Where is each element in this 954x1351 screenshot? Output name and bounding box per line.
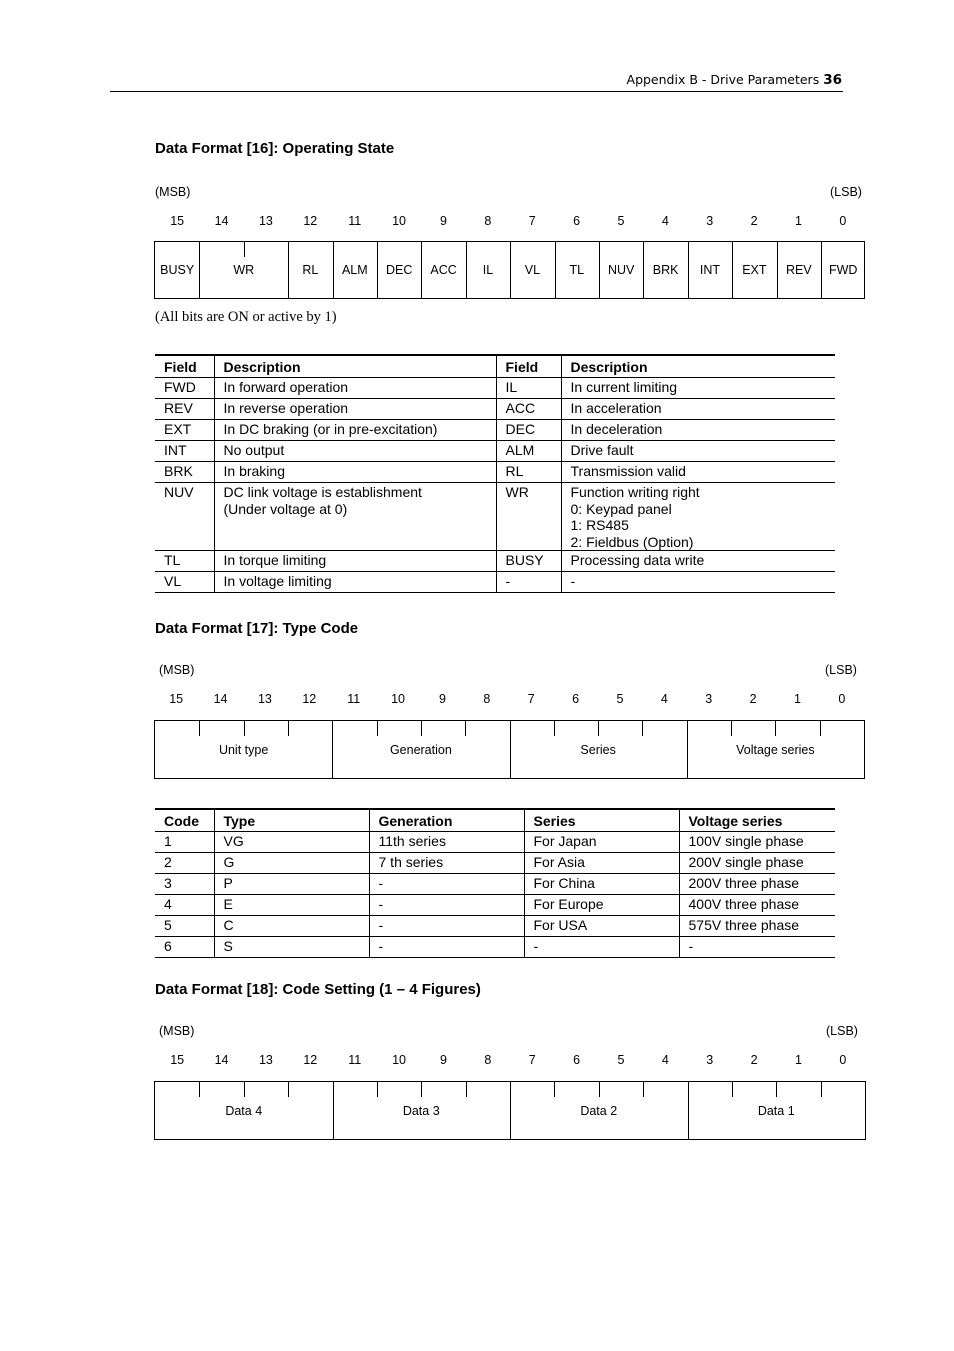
table-cell: In torque limiting — [214, 551, 496, 572]
table-cell: - — [369, 937, 524, 958]
bit-tick — [776, 1082, 777, 1097]
lsb-label-17: (LSB) — [825, 663, 857, 677]
table-cell: 4 — [155, 895, 214, 916]
table-cell: - — [524, 937, 679, 958]
table-cell: C — [214, 916, 369, 937]
register-16 — [154, 241, 865, 299]
table-cell: REV — [155, 399, 214, 420]
bit-number: 3 — [706, 1053, 714, 1067]
register-field: ACC — [430, 263, 457, 277]
register-field: FWD — [828, 263, 858, 277]
bit-number: 5 — [617, 214, 625, 228]
bit-number: 11 — [348, 1053, 362, 1067]
field-divider — [199, 242, 200, 298]
field-divider — [333, 1082, 334, 1139]
table-cell: EXT — [155, 420, 214, 441]
bit-number: 0 — [839, 214, 847, 228]
bit-number: 15 — [170, 214, 185, 228]
table-cell: For Europe — [524, 895, 679, 916]
table-cell: 100V single phase — [679, 832, 835, 853]
table-cell: INT — [155, 441, 214, 462]
bit-tick — [244, 1082, 245, 1097]
bit-tick — [199, 1082, 200, 1097]
bit-number: 1 — [793, 692, 801, 706]
table-cell: In DC braking (or in pre-excitation) — [214, 420, 496, 441]
table-cell: TL — [155, 551, 214, 572]
table-cell: FWD — [155, 378, 214, 399]
table-cell: BRK — [155, 462, 214, 483]
bit-tick — [554, 1082, 555, 1097]
table-cell: 2 — [155, 853, 214, 874]
table-row — [155, 441, 835, 462]
table-header-row — [155, 355, 835, 378]
register-18 — [154, 1081, 866, 1140]
bit-numbers-18 — [155, 1053, 865, 1069]
bit-number: 13 — [258, 214, 273, 228]
table-cell: 400V three phase — [679, 895, 835, 916]
table-cell: 11th series — [369, 832, 524, 853]
field-divider — [732, 242, 733, 298]
table-header-cell: Code — [155, 809, 214, 832]
table-cell: For Asia — [524, 853, 679, 874]
table-row — [155, 895, 835, 916]
bit-tick — [642, 721, 643, 736]
table-cell: ACC — [496, 399, 561, 420]
bit-number: 6 — [572, 692, 580, 706]
table-row — [155, 832, 835, 853]
table-cell: ALM — [496, 441, 561, 462]
table-cell: - — [679, 937, 835, 958]
table-cell: - — [369, 895, 524, 916]
table-header-cell: Field — [155, 355, 214, 378]
field-divider — [643, 242, 644, 298]
field-divider — [688, 242, 689, 298]
bit-tick — [643, 1082, 644, 1097]
register-field: REV — [785, 263, 812, 277]
msb-label-18: (MSB) — [159, 1024, 195, 1038]
bits-note: (All bits are ON or active by 1) — [155, 309, 337, 325]
bit-number: 1 — [794, 214, 802, 228]
msb-label-17: (MSB) — [159, 663, 195, 677]
table-header-cell: Type — [214, 809, 369, 832]
table-cell: 575V three phase — [679, 916, 835, 937]
register-field: Data 2 — [580, 1103, 618, 1118]
bit-tick — [821, 1082, 822, 1097]
field-divider — [510, 721, 511, 778]
header-text: Appendix B - Drive Parameters — [626, 72, 820, 87]
bit-tick — [377, 1082, 378, 1097]
table-row — [155, 420, 835, 441]
register-field: Generation — [389, 742, 452, 757]
table-cell: In current limiting — [561, 378, 835, 399]
table-cell: For China — [524, 874, 679, 895]
register-17 — [154, 720, 865, 779]
bit-number: 0 — [838, 692, 846, 706]
bit-number: 11 — [348, 214, 362, 228]
bit-tick — [775, 721, 776, 736]
table-header-cell: Description — [214, 355, 496, 378]
field-divider — [688, 1082, 689, 1139]
bit-tick — [598, 721, 599, 736]
register-field: RL — [302, 263, 319, 277]
page-header — [627, 72, 842, 88]
bit-number: 15 — [170, 1053, 185, 1067]
bit-number: 8 — [483, 692, 491, 706]
table-cell: E — [214, 895, 369, 916]
register-field: Voltage series — [736, 742, 815, 757]
field-divider — [466, 242, 467, 298]
bit-number: 4 — [661, 1053, 669, 1067]
bit-tick — [599, 1082, 600, 1097]
bit-number: 7 — [527, 692, 535, 706]
bit-number: 3 — [706, 214, 714, 228]
bit-number: 13 — [258, 1053, 273, 1067]
bit-tick — [377, 721, 378, 736]
table-cell: 200V single phase — [679, 853, 835, 874]
bit-tick — [244, 242, 245, 257]
table-row — [155, 399, 835, 420]
register-field: EXT — [742, 263, 767, 277]
table-cell: 200V three phase — [679, 874, 835, 895]
table-header-cell: Voltage series — [679, 809, 835, 832]
register-field: DEC — [385, 263, 413, 277]
bit-number: 8 — [484, 214, 492, 228]
bit-number: 12 — [303, 214, 318, 228]
table-cell: NUV — [155, 483, 214, 551]
bit-tick — [731, 721, 732, 736]
bit-tick — [199, 721, 200, 736]
register-field: BRK — [652, 263, 679, 277]
bit-number: 14 — [214, 214, 229, 228]
table-cell: DC link voltage is establishment (Under voltage at 0) — [214, 483, 496, 551]
bit-numbers-17 — [154, 692, 864, 708]
table-cell: - — [369, 874, 524, 895]
table-row — [155, 916, 835, 937]
bit-number: 4 — [661, 214, 669, 228]
table-header-cell: Description — [561, 355, 835, 378]
register-field: NUV — [607, 263, 635, 277]
table-cell: Processing data write — [561, 551, 835, 572]
table-row — [155, 874, 835, 895]
bit-number: 13 — [257, 692, 272, 706]
table-row — [155, 937, 835, 958]
field-divider — [377, 242, 378, 298]
bit-number: 9 — [439, 214, 447, 228]
lsb-label-18: (LSB) — [826, 1024, 858, 1038]
bit-tick — [244, 721, 245, 736]
table-header-row — [155, 809, 835, 832]
table-header-cell: Generation — [369, 809, 524, 832]
bit-number: 6 — [573, 214, 581, 228]
bit-number: 11 — [347, 692, 361, 706]
header-rule — [110, 91, 843, 92]
section-title-18: Data Format [18]: Code Setting (1 – 4 Figures) — [155, 981, 481, 998]
bit-number: 7 — [528, 214, 536, 228]
bit-tick — [820, 721, 821, 736]
bit-tick — [288, 721, 289, 736]
bit-tick — [421, 1082, 422, 1097]
bit-number: 15 — [169, 692, 184, 706]
table-row — [155, 853, 835, 874]
field-divider — [332, 721, 333, 778]
table-cell: In voltage limiting — [214, 572, 496, 593]
table-cell: In forward operation — [214, 378, 496, 399]
register-field: IL — [482, 263, 494, 277]
table-row — [155, 483, 835, 551]
field-divider — [288, 242, 289, 298]
register-field: ALM — [341, 263, 368, 277]
table-row — [155, 378, 835, 399]
register-field: Data 4 — [225, 1103, 263, 1118]
table-cell: RL — [496, 462, 561, 483]
field-divider — [510, 1082, 511, 1139]
bit-number: 1 — [794, 1053, 802, 1067]
bit-tick — [421, 721, 422, 736]
table-cell: 5 — [155, 916, 214, 937]
table-cell: In braking — [214, 462, 496, 483]
lsb-label-16: (LSB) — [830, 185, 862, 199]
bit-number: 14 — [213, 692, 228, 706]
bit-number: 9 — [438, 692, 446, 706]
table-cell: - — [496, 572, 561, 593]
register-field: Series — [580, 742, 616, 757]
table-row — [155, 572, 835, 593]
bit-number: 4 — [660, 692, 668, 706]
bit-number: 8 — [484, 1053, 492, 1067]
table-cell: 6 — [155, 937, 214, 958]
table-cell: For Japan — [524, 832, 679, 853]
bit-number: 10 — [392, 214, 407, 228]
type-code-table — [155, 808, 835, 958]
register-field: Data 3 — [402, 1103, 440, 1118]
section-title-17: Data Format [17]: Type Code — [155, 620, 359, 637]
bit-number: 5 — [617, 1053, 625, 1067]
bit-number: 9 — [439, 1053, 447, 1067]
table-row — [155, 551, 835, 572]
table-cell: IL — [496, 378, 561, 399]
bit-number: 10 — [392, 1053, 407, 1067]
page-number: 36 — [823, 72, 842, 88]
table-cell: P — [214, 874, 369, 895]
field-divider — [555, 242, 556, 298]
msb-label-16: (MSB) — [155, 185, 191, 199]
field-divider — [421, 242, 422, 298]
register-field: INT — [699, 263, 721, 277]
table-cell: Transmission valid — [561, 462, 835, 483]
bit-tick — [466, 1082, 467, 1097]
bit-number: 3 — [705, 692, 713, 706]
bit-tick — [288, 1082, 289, 1097]
bit-number: 2 — [750, 1053, 758, 1067]
table-cell: Drive fault — [561, 441, 835, 462]
field-divider — [821, 242, 822, 298]
table-cell: - — [369, 916, 524, 937]
field-divider — [599, 242, 600, 298]
register-field: Data 1 — [757, 1103, 795, 1118]
table-header-cell: Series — [524, 809, 679, 832]
table-cell: For USA — [524, 916, 679, 937]
register-field: WR — [233, 263, 255, 277]
section-title-16: Data Format [16]: Operating State — [155, 140, 395, 157]
table-cell: In reverse operation — [214, 399, 496, 420]
table-cell: 7 th series — [369, 853, 524, 874]
table-cell: In deceleration — [561, 420, 835, 441]
table-cell: VG — [214, 832, 369, 853]
bit-numbers-16 — [155, 214, 865, 230]
bit-number: 2 — [749, 692, 757, 706]
table-cell: In acceleration — [561, 399, 835, 420]
register-field: TL — [569, 263, 585, 277]
field-divider — [687, 721, 688, 778]
bit-number: 10 — [391, 692, 406, 706]
table-cell: G — [214, 853, 369, 874]
table-header-cell: Field — [496, 355, 561, 378]
bit-tick — [732, 1082, 733, 1097]
operating-state-table — [155, 354, 835, 593]
table-cell: 3 — [155, 874, 214, 895]
register-field: BUSY — [160, 263, 195, 277]
bit-tick — [465, 721, 466, 736]
table-row — [155, 462, 835, 483]
bit-number: 7 — [528, 1053, 536, 1067]
register-field: Unit type — [218, 742, 269, 757]
register-field: VL — [524, 263, 541, 277]
table-cell: 1 — [155, 832, 214, 853]
field-divider — [777, 242, 778, 298]
bit-number: 5 — [616, 692, 624, 706]
bit-number: 12 — [302, 692, 317, 706]
bit-number: 6 — [573, 1053, 581, 1067]
bit-number: 2 — [750, 214, 758, 228]
bit-tick — [554, 721, 555, 736]
table-cell: S — [214, 937, 369, 958]
bit-number: 12 — [303, 1053, 318, 1067]
bit-number: 14 — [214, 1053, 229, 1067]
bit-number: 0 — [839, 1053, 847, 1067]
table-cell: VL — [155, 572, 214, 593]
field-divider — [333, 242, 334, 298]
table-cell: BUSY — [496, 551, 561, 572]
table-cell: No output — [214, 441, 496, 462]
table-cell: DEC — [496, 420, 561, 441]
table-cell: Function writing right 0: Keypad panel 1: RS485 2: Fieldbus (Option) — [561, 483, 835, 551]
table-cell: - — [561, 572, 835, 593]
table-cell: WR — [496, 483, 561, 551]
field-divider — [510, 242, 511, 298]
